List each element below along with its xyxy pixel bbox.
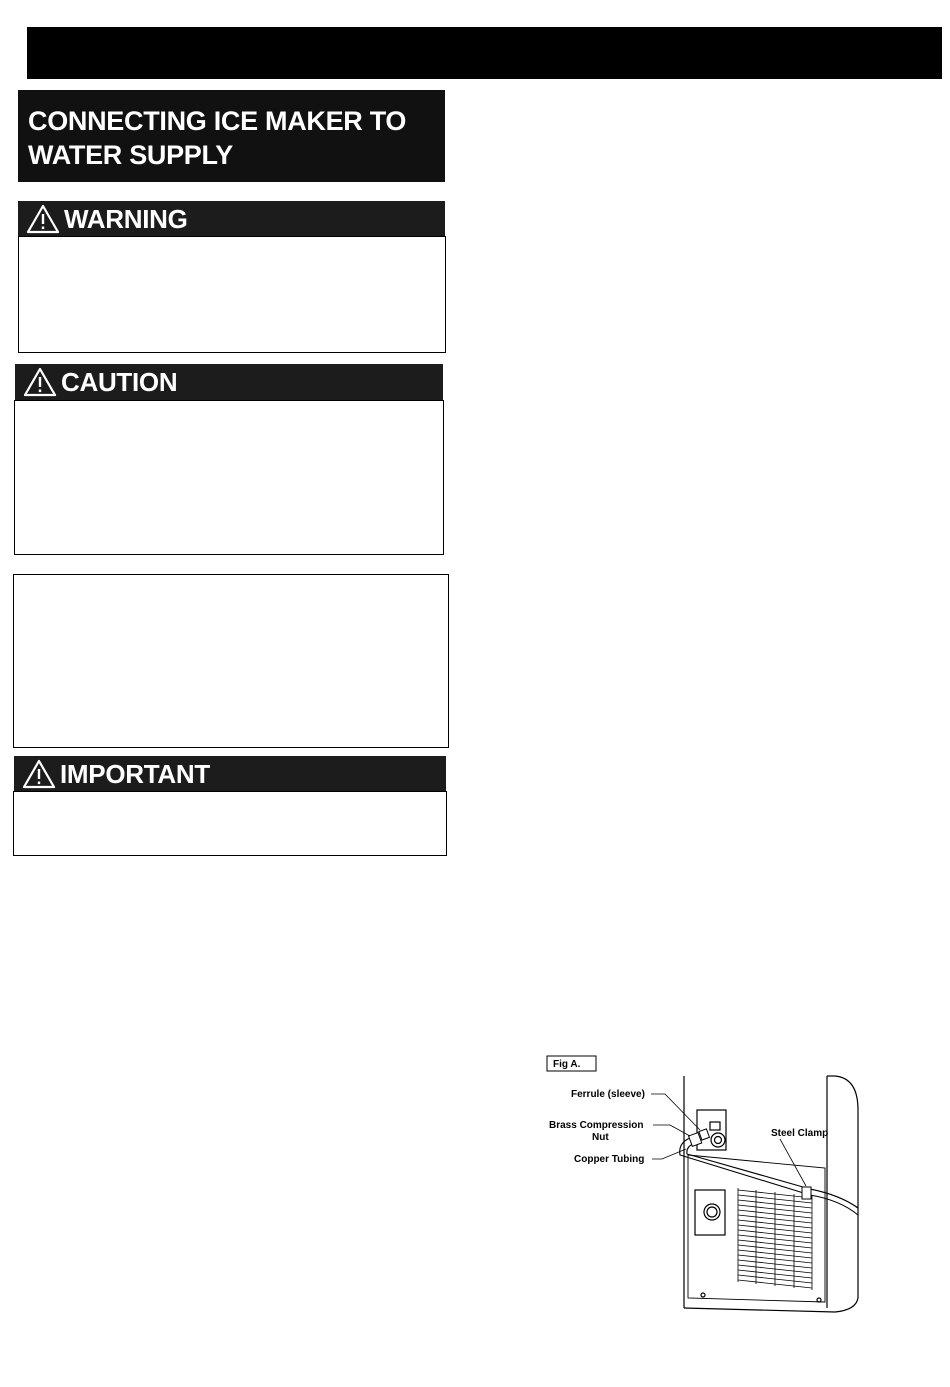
section-title [18, 90, 445, 182]
important-label-bar [14, 756, 446, 792]
caution-box [14, 400, 444, 555]
callout-tubing-line [652, 1149, 686, 1159]
callout-clamp: Steel Clamp [771, 1128, 829, 1139]
important-triangle-icon [22, 759, 56, 789]
callout-ferrule: Ferrule (sleeve) [571, 1089, 645, 1100]
caution-label: CAUTION [61, 366, 178, 397]
caution-label-bar [15, 364, 443, 400]
note-box [13, 574, 449, 748]
vent-grille [738, 1188, 812, 1290]
page-header-bar [27, 27, 942, 79]
callout-nut-line2: Nut [592, 1132, 609, 1143]
callout-ferrule-line [651, 1094, 700, 1130]
figure-a-diagram [540, 1050, 870, 1320]
warning-label: WARNING [64, 203, 188, 234]
important-label: IMPORTANT [60, 758, 210, 789]
caution-triangle-icon [23, 367, 57, 397]
ice-maker-cabinet [684, 1076, 858, 1312]
callout-nut-line1: Brass Compression [549, 1120, 644, 1131]
callout-tubing: Copper Tubing [574, 1154, 645, 1165]
warning-triangle-icon [26, 204, 60, 234]
brass-fittings [689, 1129, 710, 1146]
steel-clamp [802, 1187, 811, 1199]
callout-clamp-line [780, 1139, 806, 1186]
figure-caption: Fig A. [553, 1059, 581, 1070]
warning-label-bar [18, 201, 445, 237]
warning-box [18, 236, 446, 353]
section-title-line2: WATER SUPPLY [28, 140, 233, 170]
section-title-line1: CONNECTING ICE MAKER TO [28, 106, 407, 136]
important-box [13, 791, 447, 856]
